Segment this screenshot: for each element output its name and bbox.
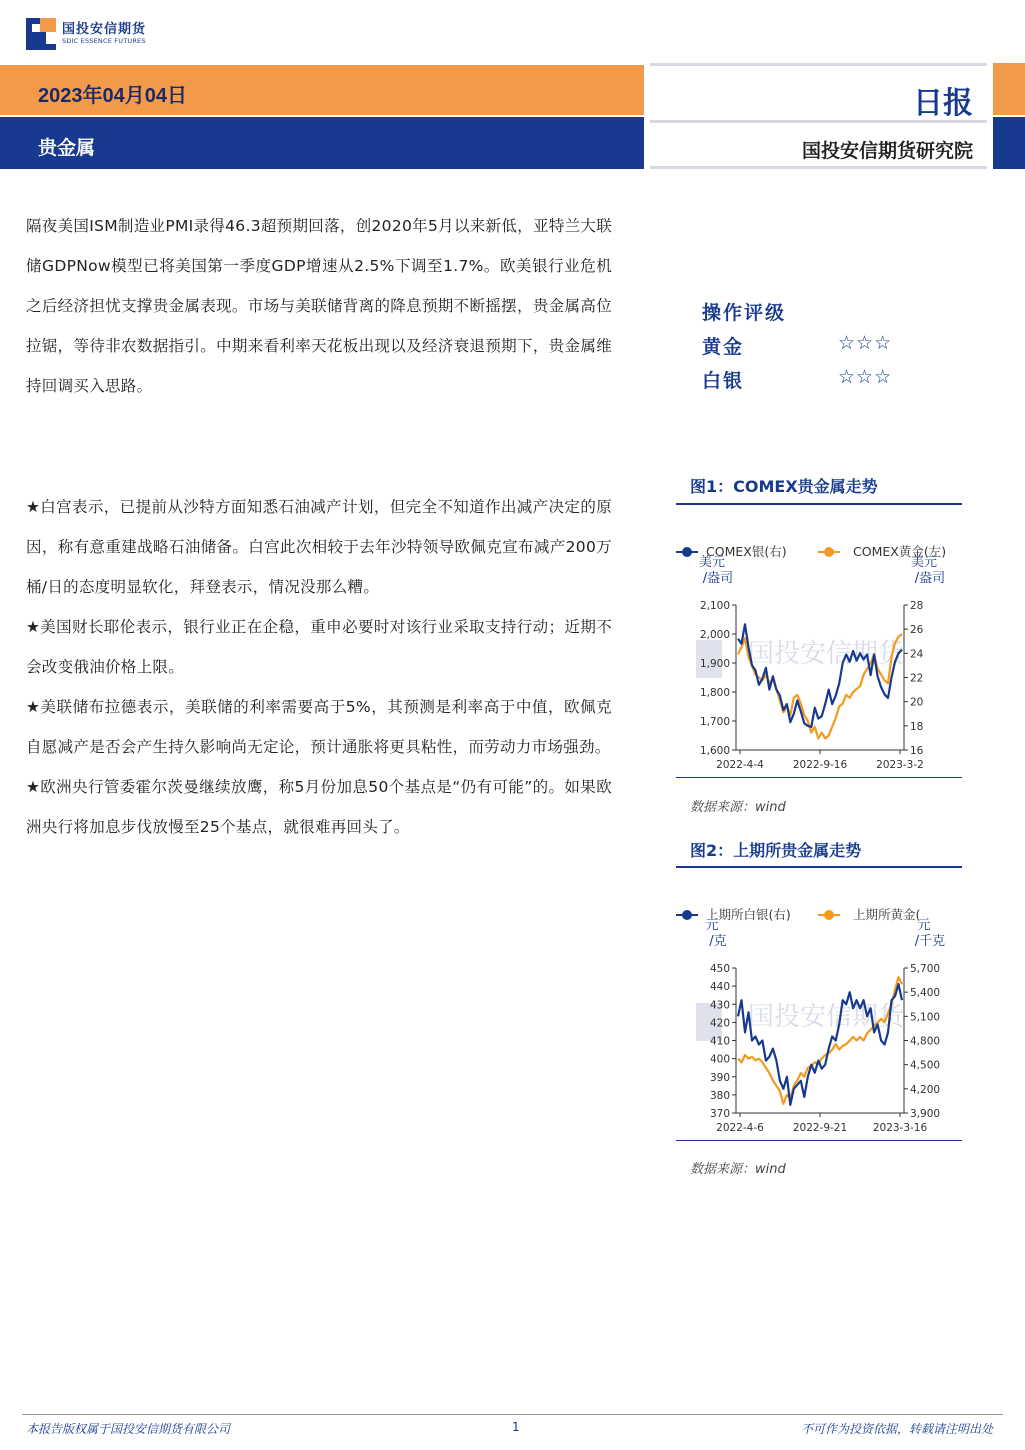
watermark-text: 国投安信期货 (747, 639, 905, 669)
figure1-title: 图1：COMEX贵金属走势 (690, 477, 878, 496)
figure2-chart (676, 893, 966, 1143)
axis-unit-left: 美元 (698, 555, 726, 570)
x-tick-label: 2023-3-16 (872, 1122, 928, 1134)
legend-label: COMEX银(右) (706, 544, 787, 559)
news-item: ★欧洲央行管委霍尔茨曼继续放鹰，称5月份加息50个基点是“仍有可能”的。如果欧洲央行将加息步伐放慢至25个基点，就很难再回头了。 (26, 778, 612, 836)
rating-title: 操作评级 (702, 302, 787, 324)
y-tick-label-right: 5,400 (910, 987, 941, 1000)
summary-paragraph: 隔夜美国ISM制造业PMI录得46.3超预期回落，创2020年5月以来新低，亚特兰大联储GDPNow模型已将美国第一季度GDP增速从2.5%下调至1.7%。欧美银行业危机之后经济担忧支撑贵金属表现。市场与美联储背离的降息预期不断摇摆，贵金属高位拉锯，等待非农数据指引。中期来看利率天花板出现以及经济衰退预期下，贵金属维持回调买入思路。 (26, 217, 612, 395)
y-tick-label-left: 370 (709, 1108, 730, 1120)
y-tick-label-left: 1,700 (699, 716, 730, 728)
footer-disclaimer: 不可作为投资依据，转载请注明出处 (800, 1422, 993, 1436)
figure2-top-rule (676, 866, 962, 868)
legend-marker (824, 910, 834, 920)
rating-row-silver (702, 366, 892, 400)
y-tick-label-left: 450 (709, 963, 730, 975)
axis-unit-right: 美元 (910, 555, 938, 570)
company-logo (26, 14, 146, 54)
rating-stars: ☆☆☆ (838, 332, 893, 354)
y-tick-label-left: 1,800 (699, 687, 730, 699)
legend-label: 上期所黄金( (853, 907, 921, 922)
rating-row-gold (702, 332, 892, 366)
figure1-chart (676, 530, 966, 780)
rating-name: 白银 (702, 370, 745, 392)
y-tick-label-left: 1,900 (699, 658, 730, 670)
y-tick-label-left: 420 (709, 1017, 730, 1030)
header-accent-blue (993, 117, 1025, 169)
y-tick-label-left: 400 (709, 1053, 730, 1066)
x-tick-label: 2023-3-2 (876, 759, 924, 771)
axis-unit-right: 元 (917, 918, 931, 933)
figure1-bottom-rule (676, 777, 962, 778)
legend-marker (682, 547, 692, 557)
report-date: 2023年04月04日 (38, 85, 187, 107)
y-tick-label-right: 4,200 (910, 1083, 941, 1096)
axis-unit-left: 元 (705, 918, 719, 933)
legend-label: COMEX黄金(左) (853, 544, 947, 559)
legend-label: 上期所白银(右) (706, 907, 791, 922)
y-tick-label-left: 390 (709, 1071, 730, 1084)
rating-panel (702, 298, 892, 400)
y-tick-label-left: 1,600 (699, 745, 730, 757)
institute-name: 国投安信期货研究院 (801, 140, 973, 162)
y-tick-label-left: 2,100 (699, 600, 730, 612)
logo-mark-icon (26, 18, 56, 50)
axis-unit-left: /盎司 (702, 571, 734, 586)
news-item: ★白宫表示，已提前从沙特方面知悉石油减产计划，但完全不知道作出减产决定的原因，称有意重建战略石油储备。白宫此次相较于去年沙特领导欧佩克宣布减产200万桶/日的态度明显软化，拜登表示，情况没那么糟。 (26, 498, 612, 596)
figure2-title: 图2：上期所贵金属走势 (690, 841, 862, 860)
figure1-source: 数据来源：wind (690, 800, 786, 815)
y-tick-label-right: 4,500 (910, 1059, 941, 1072)
figure2-bottom-rule (676, 1140, 962, 1141)
x-tick-label: 2022-4-6 (716, 1122, 764, 1134)
watermark-text: 国投安信期货 (747, 1002, 905, 1032)
news-item: ★美联储布拉德表示，美联储的利率需要高于5%，其预测是利率高于中值，欧佩克自愿减产是否会产生持久影响尚无定论，预计通胀将更具粘性，而劳动力市场强劲。 (26, 698, 612, 756)
footer-rule (22, 1414, 1003, 1415)
x-tick-label: 2022-4-4 (716, 759, 764, 771)
news-item: ★美国财长耶伦表示，银行业正在企稳，重申必要时对该行业采取支持行动；近期不会改变俄油价格上限。 (26, 618, 612, 676)
legend-marker (682, 910, 692, 920)
figure2-source: 数据来源：wind (690, 1162, 786, 1177)
rating-stars: ☆☆☆ (838, 366, 893, 388)
y-tick-label-right: 5,100 (910, 1011, 941, 1024)
header-accent-orange (993, 63, 1025, 115)
y-tick-label-left: 380 (709, 1089, 730, 1102)
news-list (26, 487, 612, 847)
axis-unit-right: /千克 (914, 934, 946, 949)
y-tick-label-left: 410 (709, 1035, 730, 1048)
logo-name-cn: 国投安信期货 (62, 22, 147, 38)
y-tick-label-right: 3,900 (910, 1108, 941, 1120)
legend-marker (824, 547, 834, 557)
y-tick-label-right: 22 (910, 672, 924, 685)
axis-unit-left: /克 (709, 934, 727, 949)
page-number: 1 (512, 1420, 520, 1434)
x-tick-label: 2022-9-16 (792, 759, 848, 771)
y-tick-label-right: 24 (910, 648, 924, 661)
y-tick-label-right: 5,700 (910, 963, 941, 975)
axis-unit-right: /盎司 (914, 571, 946, 586)
footer-copyright: 本报告版权属于国投安信期货有限公司 (26, 1422, 231, 1436)
y-tick-label-right: 4,800 (910, 1035, 941, 1048)
rating-name: 黄金 (702, 336, 745, 358)
y-tick-label-right: 20 (910, 696, 924, 709)
category-band (0, 117, 644, 169)
y-tick-label-left: 430 (709, 999, 730, 1012)
x-tick-label: 2022-9-21 (792, 1122, 848, 1134)
report-category: 贵金属 (38, 137, 96, 159)
y-tick-label-right: 28 (910, 600, 924, 612)
y-tick-label-right: 18 (910, 720, 924, 733)
figure1-top-rule (676, 503, 962, 505)
y-tick-label-left: 440 (709, 981, 730, 994)
y-tick-label-left: 2,000 (699, 629, 730, 641)
y-tick-label-right: 26 (910, 624, 924, 637)
logo-name-en: SDIC ESSENCE FUTURES (62, 37, 146, 46)
report-type: 日报 (913, 86, 973, 121)
y-tick-label-right: 16 (910, 745, 924, 757)
